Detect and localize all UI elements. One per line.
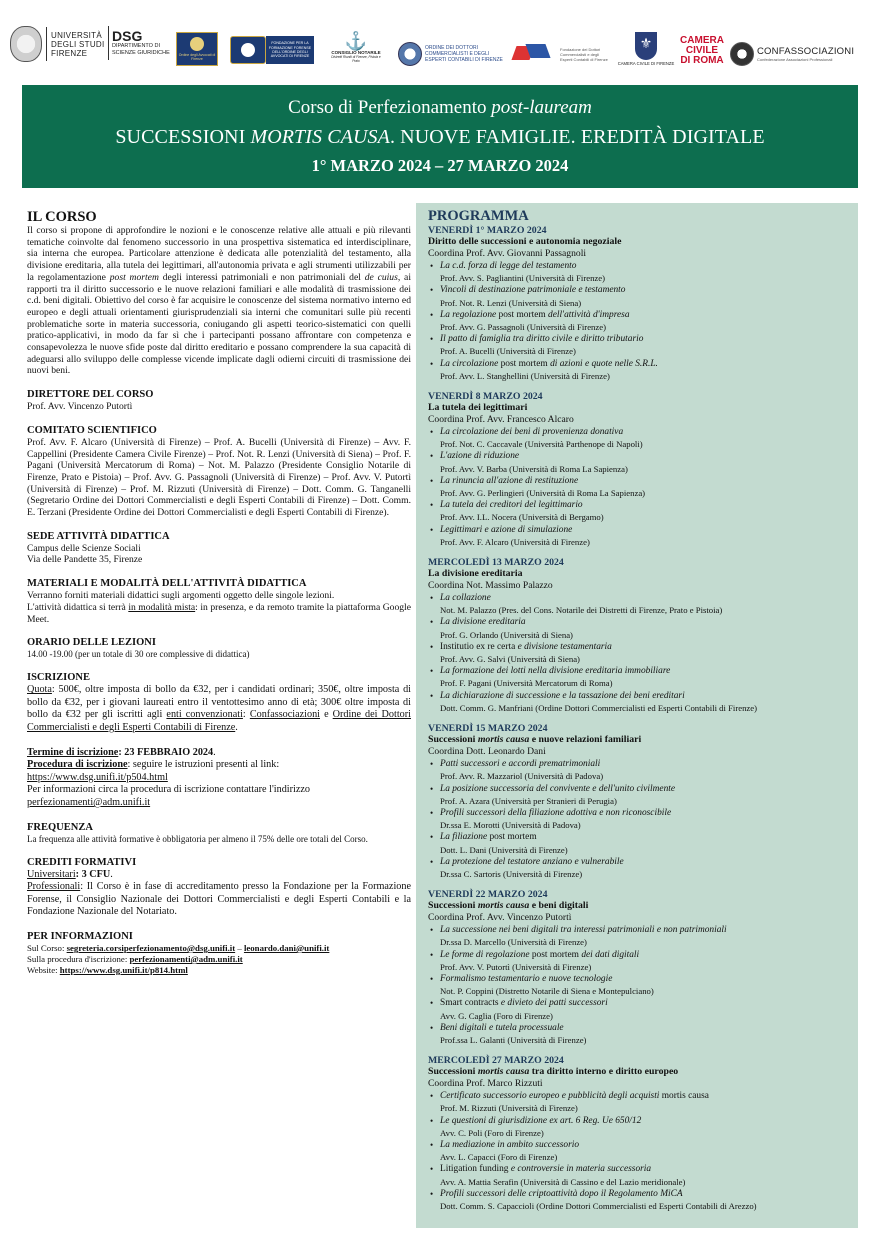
talk-item — [428, 475, 849, 499]
talk-title — [440, 1139, 849, 1151]
talk-item — [428, 924, 849, 948]
day-date: VENERDÌ 22 MARZO 2024 — [428, 889, 548, 901]
bullet-icon: • — [430, 358, 434, 369]
odcec-logo — [398, 42, 509, 66]
talk-title — [440, 309, 849, 321]
talk-speaker: Prof. Avv. V. Putortì (Università di Firenze) — [440, 961, 592, 972]
dsg-subcaption: DIPARTIMENTO DI SCIENZE GIURIDICHE — [112, 43, 170, 56]
talk-title — [440, 665, 849, 677]
text-run: La tutela dei creditori del legittimario — [440, 500, 583, 511]
day-date: VENERDÌ 15 MARZO 2024 — [428, 723, 548, 735]
talk-speaker: Prof. A. Azara (Università per Stranieri di Perugia) — [440, 795, 617, 806]
bullet-icon: • — [430, 641, 434, 652]
text-run: La circolazione — [440, 358, 501, 369]
talk-speaker: Dott. L. Dani (Università di Firenze) — [440, 844, 568, 855]
enti-convenzionati-link[interactable]: enti convenzionati — [166, 709, 243, 721]
unifi-logo — [10, 26, 106, 62]
bullet-icon: • — [430, 1139, 434, 1150]
notary-emblem-icon: ⚓ — [344, 31, 368, 51]
text-run: mortis causa — [477, 900, 530, 912]
section-title-iscrizione: ISCRIZIONE — [27, 672, 91, 684]
bullet-icon: • — [430, 261, 434, 271]
bullet-icon: • — [430, 593, 434, 604]
talk-speaker: Prof.ssa L. Galanti (Università di Firenze) — [440, 1034, 587, 1045]
corso-description: Il corso si propone di approfondire le nozioni e le conoscenze relative alle attuali e più rilevanti tematiche coinvolte dal fenomeno successorio in una prospettiva sistematica ed interdisciplinare, sia interna che europea. Particolare attenzione è dedicata alle potenzialità del testamento, alla divisione ereditaria, alla tutela dei legittimari, all'autonomia privata e agli strumenti utilizzabili per la regolamentazione post mortem degli interessi patrimoniali e non patrimoniali del de cuius, ai rapporti tra il diritto successorio e le nuove relazioni familiari e alle modalità di trasmissione dei c.d. beni digitali. Obiettivo del corso è far acquisire le conoscenze del sistema normativo interno ed europeo e degli attuali orientamenti giurisprudenziali sia interni che comunitari sulle più recenti problematiche sorte in materia successoria, coniugando gli aspetti teorico-sistematici con quelli pratico-applicativi, in modo da far sì che i partecipanti possano affrontare con competenza e consapevolezza le nuove sfide poste dal diritto ereditario e possano comprendere la sua capacità di adeguarsi allo sviluppo delle complesse vicende implicate dagli odierni circuiti di trasmissione dei nuovi beni. — [27, 225, 411, 377]
text-run: mortis causa — [659, 1091, 709, 1102]
talk-item — [428, 260, 849, 284]
bullet-icon: • — [430, 1022, 434, 1033]
procedura-link[interactable]: https://www.dsg.unifi.it/p504.html — [27, 771, 168, 783]
bullet-icon: • — [430, 807, 434, 818]
confassociazioni-logo — [730, 42, 854, 66]
fondazione-forense-caption: FONDAZIONE PER LA FORMAZIONE FORENSE DELL'ORDINE DEGLI AVVOCATI DI FIRENZE — [266, 36, 314, 64]
programma-day — [428, 889, 849, 1046]
consiglio-notarile-subcaption: Distretti Riuniti di Firenze, Pistoia e Prato — [331, 55, 381, 63]
text-run: La protezione del testatore anziano e vulnerabile — [440, 856, 624, 867]
talk-speaker: Prof. Avv. G. Salvi (Università di Siena) — [440, 654, 580, 665]
ordine-avvocati-badge — [176, 32, 218, 66]
talk-title — [440, 260, 849, 272]
text-run: La circolazione dei beni di provenienza donativa — [440, 427, 624, 438]
talk-speaker: Prof. Avv. S. Pagliantini (Università di Firenze) — [440, 273, 606, 284]
consiglio-notarile-caption: CONSIGLIO NOTARILE — [331, 50, 381, 55]
text-run: La formazione dei lotti nella divisione ereditaria immobiliare — [440, 666, 671, 677]
info-corso: Sul Corso: segreteria.corsiperfezionamento@dsg.unifi.it – leonardo.dani@unifi.it — [27, 943, 330, 953]
text-run: Smart contracts — [440, 998, 499, 1009]
section-title-frequenza: FREQUENZA — [27, 821, 93, 833]
talk-title — [440, 284, 849, 296]
text-run: La regolazione — [440, 309, 499, 320]
talk-item — [428, 973, 849, 997]
talk-title — [440, 856, 849, 868]
bullet-icon: • — [430, 973, 434, 984]
camera-civile-firenze-caption: CAMERA CIVILE DI FIRENZE — [617, 61, 675, 66]
talk-speaker: Prof. Avv. V. Barba (Università di Roma La Sapienza) — [440, 463, 628, 474]
day-title — [428, 236, 849, 248]
talk-title — [440, 924, 849, 936]
bullet-icon: • — [430, 925, 434, 936]
talk-item — [428, 997, 849, 1021]
info-website: Website: https://www.dsg.unifi.it/p814.html — [27, 965, 188, 975]
talk-item — [428, 592, 849, 616]
iscrizione-procedura: Procedura di iscrizione: seguire le istruzioni presenti al link: — [27, 759, 280, 771]
talk-title — [440, 475, 849, 487]
talk-item — [428, 665, 849, 689]
talk-item — [428, 358, 849, 382]
talk-item — [428, 284, 849, 308]
direttore-name: Prof. Avv. Vincenzo Putortì — [27, 401, 133, 413]
section-title-materiali: MATERIALI E MODALITÀ DELL'ATTIVITÀ DIDATTICA — [27, 578, 307, 590]
talk-title — [440, 973, 849, 985]
segreteria-email-link[interactable]: segreteria.corsiperfezionamento@dsg.unifi.it — [66, 943, 236, 953]
text-run: La divisione ereditaria — [428, 568, 523, 580]
text-run: La successione nei beni digitali tra interessi patrimoniali e non patrimoniali — [440, 925, 727, 936]
fondazione-dottori-logo — [512, 40, 612, 68]
info-procedura: Sulla procedura d'iscrizione: perfezionamenti@adm.unifi.it — [27, 954, 243, 964]
talk-item — [428, 1139, 849, 1163]
talk-speaker: Not. M. Palazzo (Pres. del Cons. Notarile dei Distretti di Firenze, Prato e Pistoia) — [440, 605, 723, 616]
day-coordinator: Coordina Not. Massimo Palazzo — [428, 580, 553, 592]
text-run: Le forme di regolazione — [440, 949, 532, 960]
iscrizione-info-text: Per informazioni circa la procedura di iscrizione contattare l'indirizzo — [27, 784, 310, 796]
talk-speaker: Prof. Not. R. Lenzi (Università di Siena) — [440, 297, 582, 308]
text-run: tra diritto interno e diritto europeo — [529, 1066, 679, 1078]
talk-speaker: Prof. G. Orlando (Università di Siena) — [440, 629, 573, 640]
ordine-avvocati-logo — [176, 32, 218, 66]
bullet-icon: • — [430, 832, 434, 843]
text-run: La mediazione in ambito successorio — [440, 1139, 580, 1150]
text-run: La posizione successoria del convivente e dell'unito civilmente — [440, 783, 676, 794]
orario-text: 14.00 -19.00 (per un totale di 30 ore complessive di didattica) — [27, 649, 250, 660]
talk-item — [428, 616, 849, 640]
course-header — [22, 85, 858, 188]
talk-item — [428, 783, 849, 807]
section-title-corso: IL CORSO — [27, 209, 97, 225]
talk-speaker: Dr.ssa D. Marcello (Università di Firenze) — [440, 937, 587, 948]
text-run: Successioni — [428, 734, 478, 746]
day-title — [428, 900, 849, 912]
day-coordinator: Coordina Dott. Leonardo Dani — [428, 746, 546, 758]
course-title: SUCCESSIONI MORTIS CAUSA. NUOVE FAMIGLIE. EREDITÀ DIGITALE — [115, 126, 765, 148]
frequenza-text: La frequenza alle attività formative è obbligatoria per almeno il 75% delle ore totali del Corso. — [27, 833, 368, 844]
text-run: Successioni — [428, 900, 478, 912]
text-run: mortis causa — [477, 734, 530, 746]
talk-item — [428, 641, 849, 665]
text-run: Profili successori della filiazione adottiva e non riconoscibile — [440, 807, 672, 818]
talk-title — [440, 1188, 849, 1200]
talk-title — [440, 997, 849, 1009]
bullet-icon: • — [430, 475, 434, 486]
perfezionamenti-email-link[interactable]: perfezionamenti@adm.unifi.it — [129, 954, 243, 964]
talk-title — [440, 524, 849, 536]
talk-item — [428, 1188, 849, 1212]
unifi-caption: UNIVERSITÀ DEGLI STUDI FIRENZE — [51, 30, 105, 58]
bullet-icon: • — [430, 285, 434, 296]
talk-speaker: Prof. Avv. I.L. Nocera (Università di Bergamo) — [440, 512, 604, 523]
confassociazioni-subcaption: Confederazione Associazioni Professionali — [757, 56, 833, 62]
day-title — [428, 568, 849, 580]
talk-speaker: Not. P. Coppini (Distretto Notarile di Siena e Montepulciano) — [440, 986, 654, 997]
procedura-link-row — [27, 772, 411, 785]
course-dates: 1° MARZO 2024 – 27 MARZO 2024 — [311, 156, 569, 175]
section-title-comitato: COMITATO SCIENTIFICO — [27, 424, 157, 436]
website-link[interactable]: https://www.dsg.unifi.it/p814.html — [59, 965, 188, 975]
talk-title — [440, 831, 849, 843]
talk-item — [428, 758, 849, 782]
talk-title — [440, 1115, 849, 1127]
talk-title — [440, 1163, 849, 1175]
talk-speaker: Avv. A. Mattia Serafin (Università di Cassino e del Lazio meridionale) — [440, 1176, 686, 1187]
talk-speaker: Prof. Avv. L. Stanghellini (Università di Firenze) — [440, 370, 610, 381]
programma-day — [428, 557, 849, 714]
bullet-icon: • — [430, 617, 434, 628]
dsg-logo — [108, 26, 174, 60]
text-run: Diritto delle successioni e autonomia negoziale — [428, 236, 622, 247]
iscrizione-termine: Termine di iscrizione: 23 FEBBRAIO 2024. — [27, 746, 216, 758]
talk-item — [428, 856, 849, 880]
ordine-avvocati-caption: Ordine degli Avvocati di Firenze — [178, 53, 216, 61]
odcec-seal-icon — [398, 42, 422, 66]
talk-item — [428, 1115, 849, 1139]
talk-item — [428, 426, 849, 450]
text-run: Profili successori delle criptoattività dopo il Regolamento MiCA — [440, 1188, 683, 1199]
talk-speaker: Dott. Comm. G. Manfriani (Ordine Dottori Commercialisti ed Esperti Contabili di Firenze) — [440, 702, 758, 713]
day-coordinator: Coordina Prof. Marco Rizzuti — [428, 1078, 543, 1090]
talk-item — [428, 450, 849, 474]
text-run: La rinuncia all'azione di restituzione — [440, 475, 579, 486]
bullet-icon: • — [430, 690, 434, 701]
bullet-icon: • — [430, 783, 434, 794]
talk-item — [428, 1022, 849, 1046]
course-type: Corso di Perfezionamento post-lauream — [288, 97, 592, 118]
talk-speaker: Prof. A. Bucelli (Università di Firenze) — [440, 346, 576, 357]
odcec-caption: ORDINE DEI DOTTORI COMMERCIALISTI E DEGLI ESPERTI CONTABILI DI FIRENZE — [425, 45, 503, 63]
talk-item — [428, 831, 849, 855]
text-run: La dichiarazione di successione e la tassazione dei beni ereditari — [440, 690, 685, 701]
talk-speaker: Prof. F. Pagani (Università Mercatorum di Roma) — [440, 678, 613, 689]
info-email-row — [27, 797, 411, 810]
crediti-universitari: Universitari: 3 CFU. — [27, 868, 113, 880]
text-run: post mortem — [500, 358, 548, 369]
day-coordinator: Coordina Prof. Avv. Giovanni Passagnoli — [428, 248, 587, 259]
unifi-seal-icon — [10, 26, 42, 62]
left-column — [22, 203, 416, 1228]
section-title-programma: PROGRAMMA — [428, 208, 529, 224]
flower-icon — [190, 37, 204, 51]
dani-email-link[interactable]: leonardo.dani@unifi.it — [243, 943, 330, 953]
text-run: L'azione di riduzione — [440, 451, 520, 462]
camera-civile-firenze-logo — [616, 32, 676, 66]
ordine-link[interactable]: Ordine dei Dottori Commercialisti e degli Esperti Contabili di Firenze — [27, 709, 411, 734]
text-run: di azioni e quote nelle S.R.L. — [547, 358, 658, 369]
talk-title — [440, 426, 849, 438]
text-run: post mortem — [498, 309, 546, 320]
text-run: dei dati digitali — [578, 949, 640, 960]
day-title — [428, 402, 849, 414]
comitato-members: Prof. Avv. F. Alcaro (Università di Firenze) – Prof. A. Bucelli (Università di Firenze) – Avv. F. Cappellini (Presidente Camera Civile Firenze) – Prof. Not. R. Lenzi (Università di Siena) – Prof. F. Pagani (Università Mercatorum di Roma) – Not. M. Palazzo (Presidente Consiglio Notarile di Firenze, Prato e Pistoia) – Prof. Avv. G. Passagnoli (Università di Firenze) – Prof. Avv. V. Putortì (Università di Firenze) – Prof. M. Rizzuti (Università di Firenze) – Dott. Comm. G. Tanganelli (Segretario Ordine dei Dottori Commercialisti e degli Esperti Contabili di Firenze) – Dott. Comm. E. Terzani (Presidente Ordine dei Dottori Commercialisti e degli Esperti Contabili di Firenze). — [27, 436, 411, 519]
talk-speaker: Prof. Avv. F. Alcaro (Università di Firenze) — [440, 536, 590, 547]
materiali-line1: Verranno forniti materiali didattici sugli argomenti oggetto delle singole lezioni. — [27, 590, 335, 602]
day-title — [428, 734, 849, 746]
text-run: La filiazione — [440, 832, 488, 843]
talk-title — [440, 1022, 849, 1034]
talk-title — [440, 333, 849, 345]
talk-title — [440, 592, 849, 604]
programma-day — [428, 1055, 849, 1212]
bullet-icon: • — [430, 1188, 434, 1199]
iscrizione-email-link[interactable]: perfezionamenti@adm.unifi.it — [27, 797, 151, 809]
talk-speaker: Dr.ssa C. Sartoris (Università di Firenze) — [440, 868, 583, 879]
text-run: La tutela dei legittimari — [428, 402, 528, 414]
talk-title — [440, 450, 849, 462]
section-title-direttore: DIRETTORE DEL CORSO — [27, 389, 154, 401]
text-run: La c.d. forza di legge del testamento — [440, 261, 577, 271]
talk-title — [440, 783, 849, 795]
section-title-crediti: CREDITI FORMATIVI — [27, 856, 137, 868]
talk-title — [440, 758, 849, 770]
programma-day — [428, 723, 849, 880]
text-run: Successioni — [428, 1066, 478, 1078]
talk-item — [428, 690, 849, 714]
talk-item — [428, 1090, 849, 1114]
camera-civile-roma-logo — [680, 36, 724, 66]
programma-day — [428, 225, 849, 382]
consiglio-notarile-logo — [330, 32, 382, 63]
talk-item — [428, 949, 849, 973]
talk-item — [428, 499, 849, 523]
bullet-icon: • — [430, 1091, 434, 1102]
iscrizione-quota: Quota: 500€, oltre imposta di bollo da €32, per i candidati ordinari; 350€, oltre imposta di bollo da €32, per i giovani laureati entro il ventottesimo anno di età; 300€ oltre imposta di bollo da €32 per gli iscritti agli enti convenzionati: Confassociazioni e Ordine dei Dottori Commercialisti e degli Esperti Contabili di Firenze. — [27, 684, 411, 734]
text-run: Le questioni di giurisdizione ex art. 6 Reg. Ue 650/12 — [440, 1115, 642, 1126]
day-date: VENERDÌ 1° MARZO 2024 — [428, 225, 547, 236]
talk-title — [440, 499, 849, 511]
section-title-orario: ORARIO DELLE LEZIONI — [27, 637, 156, 649]
programma-column — [416, 203, 858, 1228]
fondazione-dottori-caption: Fondazione dei Dottori Commercialisti e degli Esperti Contabili di Firenze — [560, 46, 608, 62]
talk-title — [440, 949, 849, 961]
confassociazioni-link[interactable]: Confassociazioni — [249, 709, 320, 721]
sede-line1: Campus delle Scienze Sociali — [27, 542, 141, 554]
confassociazioni-seal-icon — [730, 42, 754, 66]
talk-item — [428, 333, 849, 357]
talk-speaker: Dr.ssa E. Morotti (Università di Padova) — [440, 820, 581, 831]
confassociazioni-caption: CONFASSOCIAZIONI — [757, 45, 855, 57]
camera-civile-roma-caption: CAMERA CIVILE DI ROMA — [680, 35, 724, 66]
bullet-icon: • — [430, 856, 434, 867]
talk-item — [428, 1163, 849, 1187]
talk-item — [428, 807, 849, 831]
fondazione-dottori-emblem-icon — [512, 40, 558, 68]
lily-icon: ⚜ — [635, 32, 657, 60]
programma-day — [428, 391, 849, 548]
logo-bar — [0, 22, 878, 78]
section-title-info: PER INFORMAZIONI — [27, 931, 133, 942]
text-run: mortis causa — [477, 1066, 530, 1078]
text-run: e divieto dei patti successori — [498, 998, 608, 1009]
bullet-icon: • — [430, 1115, 434, 1126]
text-run: Beni digitali e tutela processuale — [440, 1022, 564, 1033]
bullet-icon: • — [430, 309, 434, 320]
bullet-icon: • — [430, 998, 434, 1009]
talk-title — [440, 616, 849, 628]
bullet-icon: • — [430, 666, 434, 677]
talk-speaker: Prof. Avv. R. Mazzariol (Università di Padova) — [440, 771, 604, 782]
fondazione-forense-logo — [230, 36, 314, 64]
bullet-icon: • — [430, 334, 434, 345]
text-run: La divisione ereditaria — [440, 617, 526, 628]
programma-days — [428, 225, 849, 1212]
text-run: e divisione testamentaria — [515, 641, 612, 652]
bullet-icon: • — [430, 1164, 434, 1175]
dsg-caption: DSG — [112, 28, 143, 44]
day-date: MERCOLEDÌ 27 MARZO 2024 — [428, 1055, 564, 1067]
text-run: dell'attività d'impresa — [545, 309, 630, 320]
day-date: MERCOLEDÌ 13 MARZO 2024 — [428, 557, 564, 569]
bullet-icon: • — [430, 427, 434, 438]
talk-title — [440, 807, 849, 819]
bullet-icon: • — [430, 949, 434, 960]
talk-title — [440, 690, 849, 702]
fondazione-forense-shield-icon — [230, 36, 266, 64]
text-run: La collazione — [440, 593, 491, 604]
talk-speaker: Prof. Avv. G. Passagnoli (Università di Firenze) — [440, 322, 606, 333]
day-coordinator: Coordina Prof. Avv. Francesco Alcaro — [428, 414, 574, 426]
talk-speaker: Avv. G. Caglia (Foro di Firenze) — [440, 1010, 553, 1021]
text-run: e nuove relazioni familiari — [529, 734, 642, 746]
bullet-icon: • — [430, 451, 434, 462]
talk-speaker: Dott. Comm. S. Capaccioli (Ordine Dottori Commercialisti ed Esperti Contabili di Arezzo) — [440, 1200, 757, 1211]
materiali-line2: L'attività didattica si terrà in modalità mista: in presenza, e da remoto tramite la piattaforma Google Meet. — [27, 601, 411, 625]
talk-speaker: Prof. Not. C. Caccavale (Università Parthenope di Napoli) — [440, 439, 643, 450]
bullet-icon: • — [430, 500, 434, 511]
day-title — [428, 1066, 849, 1078]
bullet-icon: • — [430, 524, 434, 535]
text-run: Institutio ex re certa — [440, 641, 516, 652]
text-run: post mortem — [531, 949, 579, 960]
bullet-icon: • — [430, 759, 434, 770]
section-title-sede: SEDE ATTIVITÀ DIDATTICA — [27, 530, 170, 542]
text-run: Formalismo testamentario e nuove tecnologie — [440, 973, 613, 984]
text-run: Patti successori e accordi prematrimoniali — [440, 759, 601, 770]
talk-speaker: Prof. Avv. G. Perlingieri (Università di Roma La Sapienza) — [440, 488, 646, 499]
day-date: VENERDÌ 8 MARZO 2024 — [428, 391, 543, 403]
talk-title — [440, 358, 849, 370]
text-run: e beni digitali — [529, 900, 589, 912]
text-run: Il patto di famiglia tra diritto civile e diritto tributario — [440, 334, 644, 345]
talk-title — [440, 641, 849, 653]
text-run: Litigation funding — [440, 1164, 509, 1175]
talk-item — [428, 309, 849, 333]
talk-speaker: Avv. L. Capacci (Foro di Firenze) — [440, 1152, 558, 1163]
sede-line2: Via delle Pandette 35, Firenze — [27, 554, 143, 566]
text-run: Vincoli di destinazione patrimoniale e testamento — [440, 285, 626, 296]
text-run: Legittimari e azione di simulazione — [440, 524, 573, 535]
day-coordinator: Coordina Prof. Avv. Vincenzo Putortì — [428, 912, 572, 924]
text-run: e controversie in materia successoria — [508, 1164, 652, 1175]
talk-title — [440, 1090, 849, 1102]
talk-speaker: Prof. M. Rizzuti (Università di Firenze) — [440, 1103, 578, 1114]
crediti-professionali: Professionali: Il Corso è in fase di accreditamento presso la Fondazione per la Formazione Forense, il Consiglio Nazionale dei Dottori Commercialisti e degli Esperti Contabili e la Fondazione Nazionale del Notariato. — [27, 881, 411, 918]
text-run: Certificato successorio europeo e pubblicità degli acquisti — [440, 1091, 660, 1102]
talk-item — [428, 524, 849, 548]
text-run: post mortem — [487, 832, 537, 843]
talk-speaker: Avv. C. Poli (Foro di Firenze) — [440, 1127, 544, 1138]
